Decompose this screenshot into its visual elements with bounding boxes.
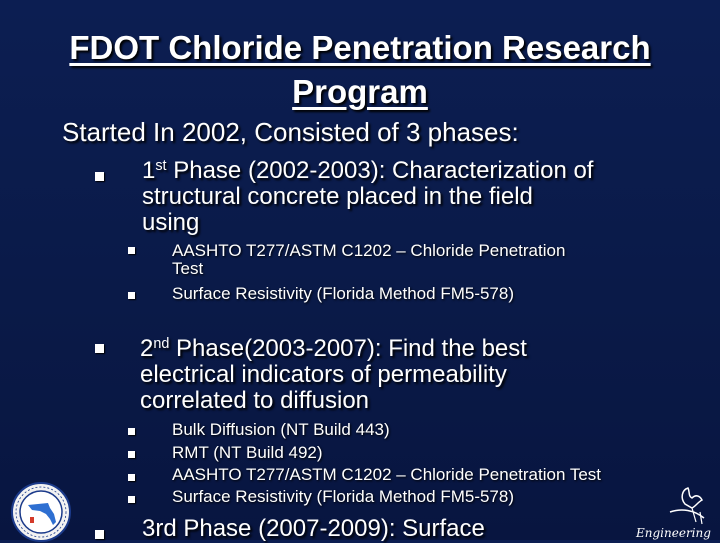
bullet-icon [128, 247, 135, 254]
bullet-icon [128, 451, 135, 458]
phase2-sup: nd [153, 336, 170, 353]
bullet-icon [95, 344, 104, 353]
bullet-icon [128, 292, 135, 299]
phase1-item-2: Surface Resistivity (Florida Method FM5-578) [172, 284, 515, 303]
bullet-icon [95, 172, 104, 181]
phase1-item-1 [172, 242, 565, 278]
engineering-label: Engineering [636, 526, 711, 540]
phase2-prefix: 2 [140, 335, 154, 362]
phase1-line1: Phase (2002-2003): Characterization of [166, 157, 594, 184]
title-line-2: Program [292, 73, 428, 110]
phase2-item-1: Bulk Diffusion (NT Build 443) [172, 420, 390, 439]
slide-title [0, 26, 720, 114]
phase2-item-3: AASHTO T277/ASTM C1202 – Chloride Penetration Test [172, 465, 602, 484]
bullet-icon [128, 496, 135, 503]
phase1-line3: using [142, 209, 200, 236]
title-line-1: FDOT Chloride Penetration Research [69, 29, 651, 66]
phase1-item-1-line1: AASHTO T277/ASTM C1202 – Chloride Penetration [172, 241, 566, 260]
phase2-text [140, 336, 527, 414]
bullet-icon [95, 530, 104, 539]
phase1-sup: st [155, 158, 167, 175]
phase1-text [142, 158, 593, 236]
fdot-seal-icon [10, 481, 72, 543]
subtitle: Started In 2002, Consisted of 3 phases: [62, 117, 519, 147]
phase2-line2: electrical indicators of permeability [140, 361, 507, 388]
bullet-icon [128, 474, 135, 481]
phase1-item-1-line2: Test [172, 259, 204, 278]
bullet-icon [128, 428, 135, 435]
phase2-line3: correlated to diffusion [140, 387, 370, 414]
phase3-text: 3rd Phase (2007-2009): Surface [142, 515, 485, 542]
phase1-line2: structural concrete placed in the field [142, 183, 533, 210]
phase2-item-4: Surface Resistivity (Florida Method FM5-578) [172, 487, 515, 506]
phase2-item-2: RMT (NT Build 492) [172, 443, 323, 462]
phase2-line1: Phase(2003-2007): Find the best [169, 335, 527, 362]
phase1-prefix: 1 [142, 157, 156, 184]
